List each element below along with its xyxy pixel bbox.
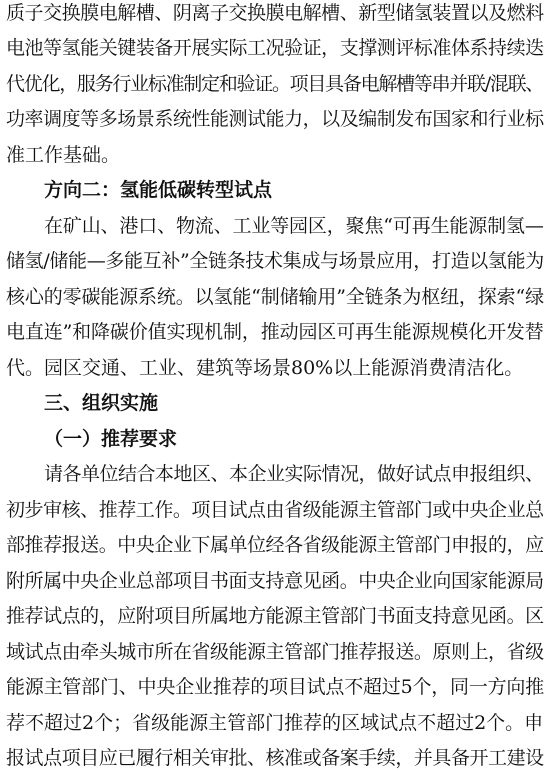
- body-text-line: 功率调度等多场景系统性能测试能力，以及编制发布国家和行业标: [6, 108, 544, 130]
- body-text-line: 能源主管部门、中央企业推荐的项目试点不超过5个，同一方向推: [6, 676, 545, 698]
- body-text-line: 电直连”和降碳价值实现机制，推动园区可再生能源规模化开发替: [6, 321, 544, 343]
- body-text-line: 报试点项目应已履行相关审批、核准或备案手续，并具备开工建设: [6, 747, 544, 769]
- body-text-line: 核心的零碳能源系统。以氢能“制储输用”全链条为枢纽，探索“绿: [6, 286, 544, 308]
- subsection-heading-recommendation: （一）推荐要求: [44, 428, 178, 450]
- body-text-line: 推荐试点的，应附项目所属地方能源主管部门书面支持意见函。区: [6, 605, 544, 627]
- body-text-line: 部推荐报送。中央企业下属单位经各省级能源主管部门申报的，应: [6, 534, 544, 556]
- body-text-line: 电池等氢能关键装备开展实际工况验证，支撑测评标准体系持续迭: [6, 37, 544, 59]
- body-text-line: 在矿山、港口、物流、工业等园区，聚焦“可再生能源制氢—: [44, 215, 544, 237]
- body-text-line: 请各单位结合本地区、本企业实际情况，做好试点申报组织、: [44, 463, 544, 485]
- body-text-line: 附所属中央企业总部项目书面支持意见函。中央企业向国家能源局: [6, 570, 544, 592]
- body-text-line: 代优化，服务行业标准制定和验证。项目具备电解槽等串并联/混联、: [6, 73, 544, 95]
- section-heading-direction-two: 方向二：氢能低碳转型试点: [44, 179, 273, 201]
- body-text-line: 域试点由牵头城市所在省级能源主管部门推荐报送。原则上，省级: [6, 641, 544, 663]
- body-text-line: 储氢/储能—多能互补”全链条技术集成与场景应用，打造以氢能为: [6, 250, 544, 272]
- body-text-line: 荐不超过2个；省级能源主管部门推荐的区域试点不超过2个。申: [6, 712, 544, 734]
- body-text-line: 初步审核、推荐工作。项目试点由省级能源主管部门或中央企业总: [6, 499, 544, 521]
- body-text-line: 代。园区交通、工业、建筑等场景80%以上能源消费清洁化。: [6, 357, 524, 379]
- section-heading-organization: 三、组织实施: [44, 392, 159, 414]
- body-text-line: 质子交换膜电解槽、阴离子交换膜电解槽、新型储氢装置以及燃料: [6, 2, 544, 24]
- body-text-line: 准工作基础。: [6, 144, 121, 166]
